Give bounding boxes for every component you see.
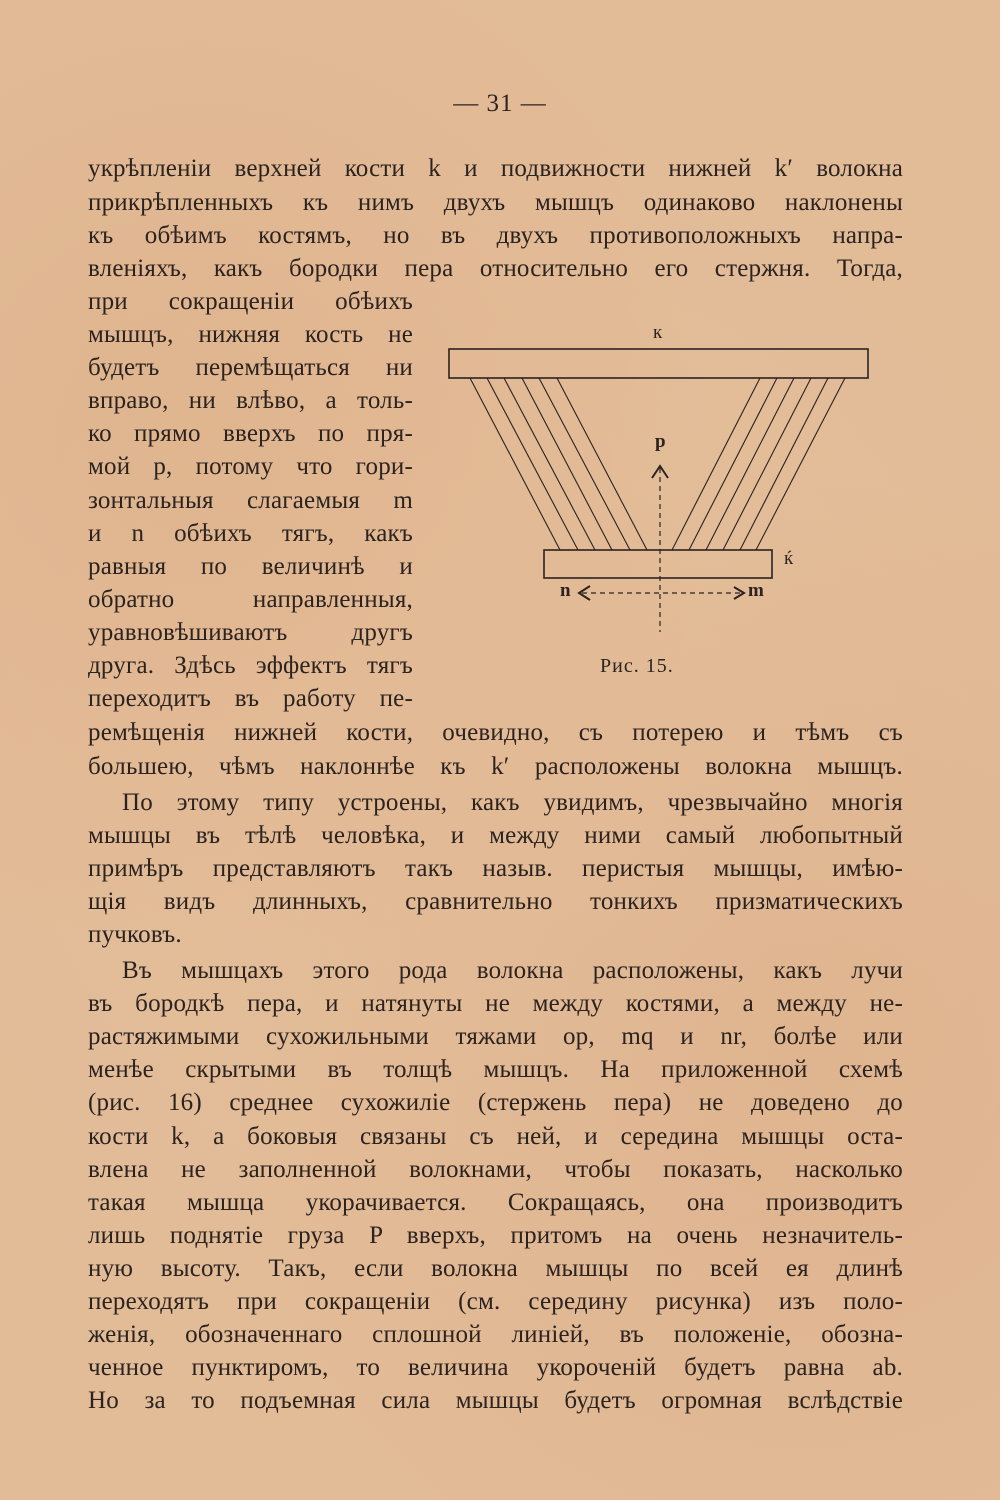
text-line: обратно направленныя, bbox=[88, 586, 413, 613]
right-arrowhead bbox=[734, 587, 744, 599]
text-line: къ обѣимъ костямъ, но въ двухъ противоположныхъ напра- bbox=[88, 222, 903, 249]
text-line: ченное пунктиромъ, то величина укороченій будетъ равна ab. bbox=[88, 1354, 903, 1381]
text-line: такая мышца укорачивается. Сокращаясь, она производитъ bbox=[88, 1189, 903, 1216]
text-line: равныя по величинѣ и bbox=[88, 553, 413, 580]
text-line: женія, обозначеннаго сплошной линіей, въ положеніе, обозна- bbox=[88, 1321, 903, 1348]
text-line: мой p, потому что гори- bbox=[88, 453, 413, 480]
text-line: прикрѣпленныхъ къ нимъ двухъ мышцъ одинаково наклонены bbox=[88, 189, 903, 216]
text-line: будетъ перемѣщаться ни bbox=[88, 354, 413, 381]
top-bone-rect bbox=[449, 349, 868, 378]
text-line: кости k, а боковыя связаны съ ней, и середина мышцы оста- bbox=[88, 1123, 903, 1150]
bottom-bone-rect bbox=[544, 550, 772, 578]
text-line: укрѣпленіи верхней кости k и подвижности нижней k′ волокна bbox=[88, 155, 903, 182]
figure-caption: Рис. 15. bbox=[600, 655, 674, 677]
text-line: друга. Здѣсь эффектъ тягъ bbox=[88, 652, 413, 679]
text-line: большею, чѣмъ наклоннѣе къ k′ расположены волокна мышцъ. bbox=[88, 753, 903, 780]
left-arrowhead bbox=[579, 586, 590, 600]
text-line: (рис. 16) среднее сухожиліе (стержень пера) не доведено до bbox=[88, 1089, 903, 1116]
text-line: уравновѣшиваютъ другъ bbox=[88, 619, 413, 646]
text-line: переходятъ при сокращеніи (см. середину рисунка) изъ поло- bbox=[88, 1288, 903, 1315]
left-muscle-fibers bbox=[470, 378, 647, 550]
text-line: примѣръ представляютъ такъ назыв. перистыя мышцы, имѣю- bbox=[88, 855, 903, 882]
text-line: Но за то подъемная сила мышцы будетъ огромная вслѣдствіе bbox=[88, 1387, 903, 1414]
text-line: и n обѣихъ тягъ, какъ bbox=[88, 520, 413, 547]
text-line: менѣе скрытыми въ толщѣ мышцъ. На приложенной схемѣ bbox=[88, 1056, 903, 1083]
text-line: растяжимыми сухожильными тяжами op, mq и nr, болѣе или bbox=[88, 1023, 903, 1050]
text-line: вправо, ни влѣво, а толь- bbox=[88, 387, 413, 414]
page-number: — 31 — bbox=[453, 90, 547, 117]
text-line: при сокращеніи обѣихъ bbox=[88, 288, 413, 315]
right-muscle-fibers bbox=[672, 378, 845, 550]
text-line: мышцы въ тѣлѣ человѣка, и между ними самый любопытный bbox=[88, 822, 903, 849]
label-left-force: n bbox=[560, 580, 571, 601]
label-right-force: m bbox=[748, 580, 764, 601]
label-vertical-force: p bbox=[655, 431, 666, 452]
text-line: пучковъ. bbox=[88, 921, 182, 948]
text-line: мышцъ, нижняя кость не bbox=[88, 321, 413, 348]
text-line: Въ мышцахъ этого рода волокна расположены, какъ лучи bbox=[122, 957, 903, 984]
text-line: ную высоту. Такъ, если волокна мышцы по всей ея длинѣ bbox=[88, 1255, 903, 1282]
text-line: вленіяхъ, какъ бородки пера относительно его стержня. Тогда, bbox=[88, 255, 903, 282]
text-line: По этому типу устроены, какъ увидимъ, чрезвычайно многія bbox=[122, 789, 903, 816]
text-line: въ бородкѣ пера, и натянуты не между костями, а между не- bbox=[88, 990, 903, 1017]
text-line: переходитъ въ работу пе- bbox=[88, 685, 413, 712]
text-line: влена не заполненной волокнами, чтобы показать, насколько bbox=[88, 1156, 903, 1183]
label-top-bone: к bbox=[653, 322, 663, 343]
label-bottom-bone: ќ bbox=[784, 548, 794, 569]
up-arrowhead bbox=[652, 466, 668, 478]
text-line: зонтальныя слагаемыя m bbox=[88, 487, 413, 514]
text-line: лишь поднятіе груза P вверхъ, притомъ на очень незначитель- bbox=[88, 1222, 903, 1249]
text-line: щія видъ длинныхъ, сравнительно тонкихъ призматическихъ bbox=[88, 888, 903, 915]
text-line: ко прямо вверхъ по пря- bbox=[88, 420, 413, 447]
text-line: ремѣщенія нижней кости, очевидно, съ потерею и тѣмъ съ bbox=[88, 719, 903, 746]
